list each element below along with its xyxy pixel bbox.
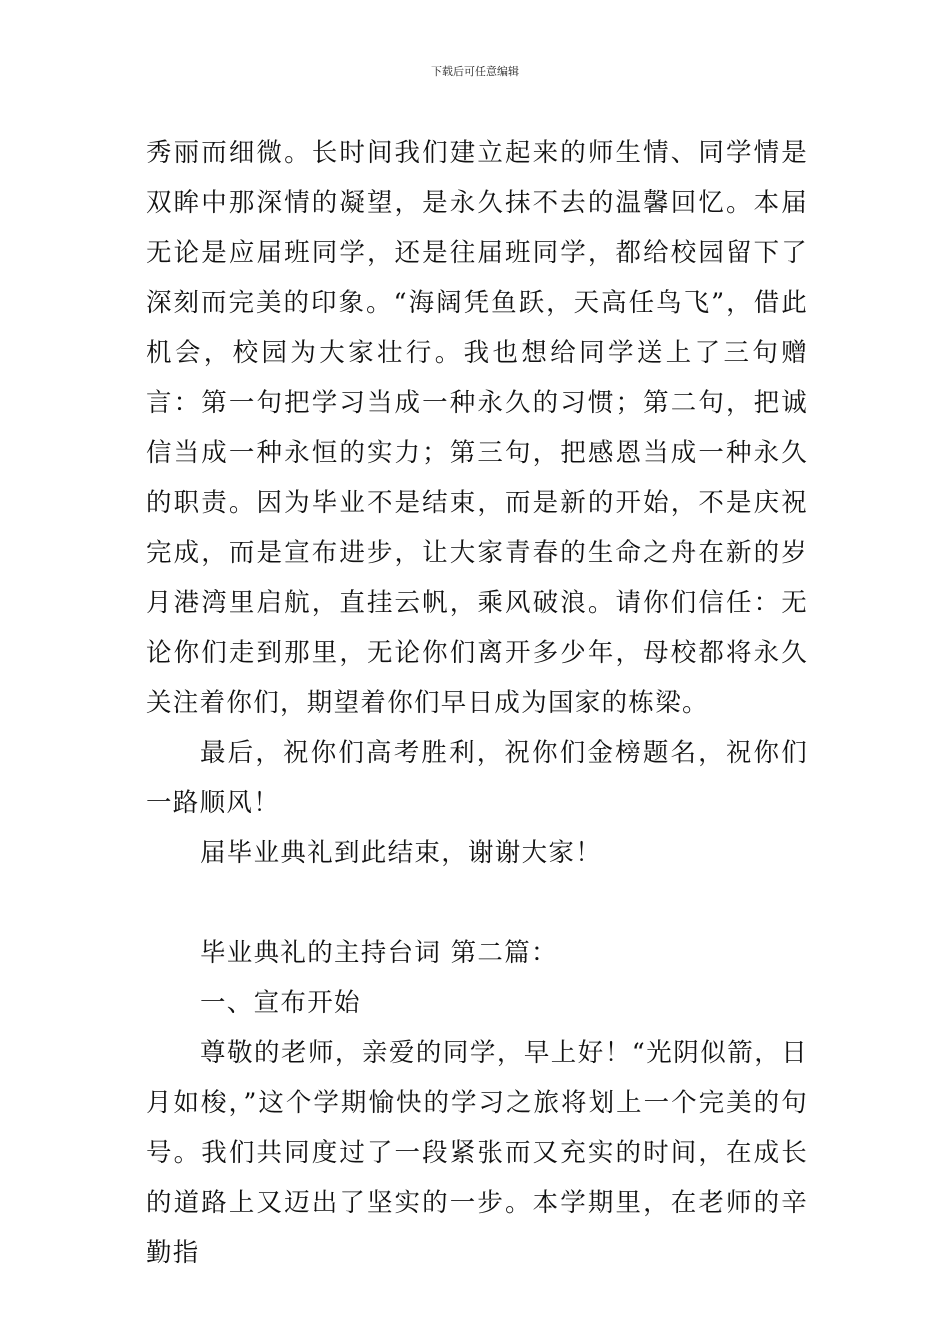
subsection-title: 一、宣布开始: [200, 988, 361, 1018]
section-title: 毕业典礼的主持台词 第二篇：: [200, 938, 558, 968]
paragraph-opening: 尊敬的老师，亲爱的同学，早上好！“光阴似箭，日月如梭，”这个学期愉快的学习之旅将划上一个完美的句号。我们共同度过了一段紧张而又充实的时间，在成长的道路上又迈出了坚实的一步。本学期里，在老师的辛勤指: [146, 1038, 808, 1268]
document-body: [146, 128, 808, 1278]
paragraph-closing: 届毕业典礼到此结束，谢谢大家！: [200, 838, 603, 868]
page-header-note: 下载后可任意编辑: [431, 65, 519, 78]
section-spacer: [146, 878, 808, 928]
paragraph-farewell: 秀丽而细微。长时间我们建立起来的师生情、同学情是双眸中那深情的凝望，是永久抹不去的温馨回忆。本届无论是应届班同学，还是往届班同学，都给校园留下了深刻而完美的印象。“海阔凭鱼跃，天高任鸟飞”，借此机会，校园为大家壮行。我也想给同学送上了三句赠言：第一句把学习当成一种永久的习惯；第二句，把诚信当成一种永恒的实力；第三句，把感恩当成一种永久的职责。因为毕业不是结束，而是新的开始，不是庆祝完成，而是宣布进步，让大家青春的生命之舟在新的岁月港湾里启航，直挂云帆，乘风破浪。请你们信任：无论你们走到那里，无论你们离开多少年，母校都将永久关注着你们，期望着你们早日成为国家的栋梁。: [146, 138, 808, 718]
paragraph-wishes: 最后，祝你们高考胜利，祝你们金榜题名，祝你们一路顺风！: [146, 738, 808, 818]
